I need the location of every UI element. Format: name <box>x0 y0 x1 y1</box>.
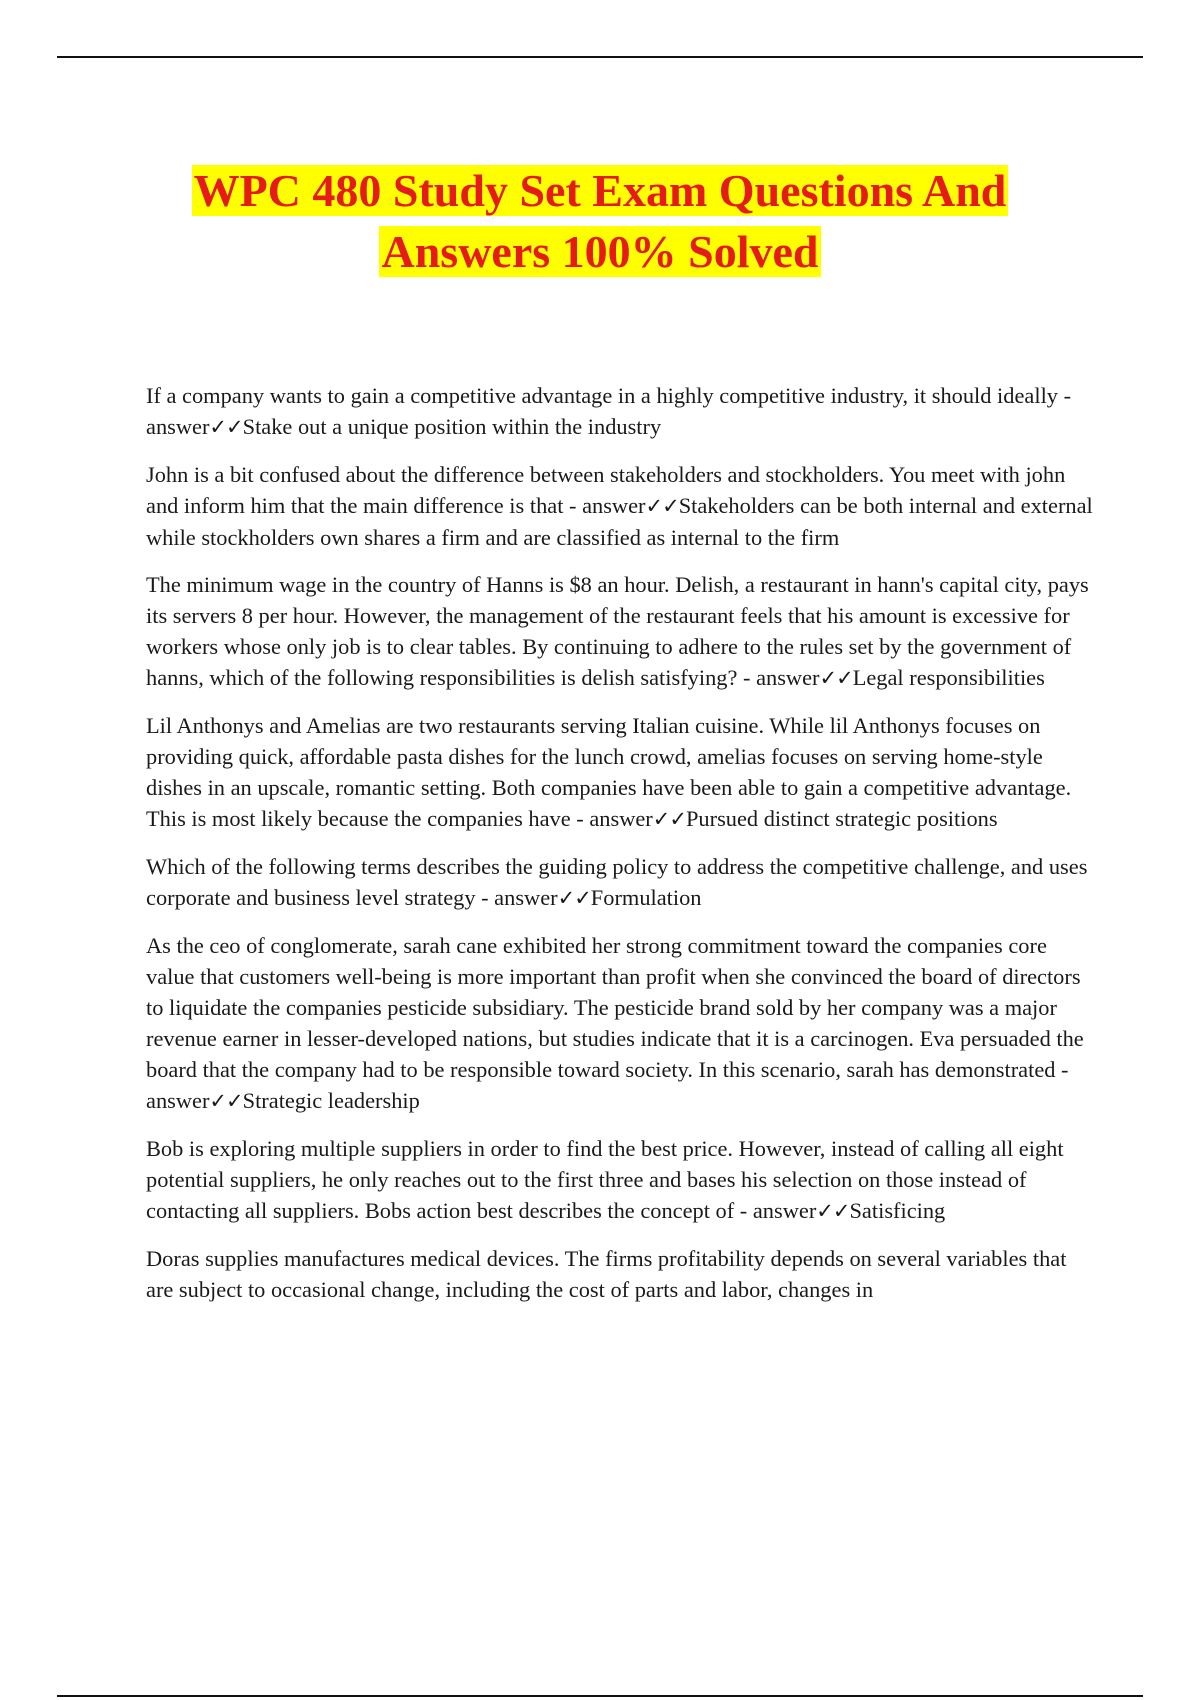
qa-item <box>146 380 1096 443</box>
question-text: John is a bit confused about the difference between stakeholders and stockholders. You meet with john and inform him that the main difference is that - answer <box>146 462 1066 518</box>
answer-text: Pursued distinct strategic positions <box>685 806 998 831</box>
double-check-icon: ✓✓ <box>819 666 853 690</box>
qa-item <box>146 1133 1096 1227</box>
double-check-icon: ✓✓ <box>557 886 591 910</box>
double-check-icon: ✓✓ <box>816 1199 850 1223</box>
double-check-icon: ✓✓ <box>209 1089 243 1113</box>
bottom-rule <box>57 1695 1143 1697</box>
question-text: Bob is exploring multiple suppliers in order to find the best price. However, instead of calling all eight potential suppliers, he only reaches out to the first three and bases his selection on those instead of contacting all suppliers. Bobs action best describes the concept of - answer <box>146 1136 1064 1223</box>
answer-text: Satisficing <box>849 1198 946 1223</box>
question-text: As the ceo of conglomerate, sarah cane exhibited her strong commitment toward the companies core value that customers well-being is more important than profit when she convinced the board of directors to liquidate the companies pesticide subsidiary. The pesticide brand sold by her company was a major revenue earner in lesser-developed nations, but studies indicate that it is a carcinogen. Eva persuaded the board that the company had to be responsible toward society. In this scenario, sarah has demonstrated - answer <box>146 933 1084 1113</box>
document-title <box>80 160 1120 282</box>
top-rule <box>57 56 1143 58</box>
title-line-1: WPC 480 Study Set Exam Questions And <box>193 165 1007 216</box>
answer-text: Stake out a unique position within the industry <box>242 414 662 439</box>
qa-item <box>146 851 1096 914</box>
question-text: If a company wants to gain a competitive advantage in a highly competitive industry, it should ideally - answer <box>146 383 1072 439</box>
answer-text: Legal responsibilities <box>852 665 1045 690</box>
double-check-icon: ✓✓ <box>645 494 679 518</box>
double-check-icon: ✓✓ <box>652 807 686 831</box>
answer-text: Formulation <box>590 885 702 910</box>
question-text: Which of the following terms describes the guiding policy to address the competitive challenge, and uses corporate and business level strategy - answer <box>146 854 1088 910</box>
qa-item <box>146 1243 1096 1305</box>
qa-item <box>146 459 1096 553</box>
question-text: The minimum wage in the country of Hanns is $8 an hour. Delish, a restaurant in hann's capital city, pays its servers 8 per hour. However, the management of the restaurant feels that his amount is excessive for workers whose only job is to clear tables. By continuing to adhere to the rules set by the government of hanns, which of the following responsibilities is delish satisfying? - answer <box>146 572 1089 690</box>
question-text: Lil Anthonys and Amelias are two restaurants serving Italian cuisine. While lil Anthonys focuses on providing quick, affordable pasta dishes for the lunch crowd, amelias focuses on serving home-style dishes in an upscale, romantic setting. Both companies have been able to gain a competitive advantage. This is most likely because the companies have - answer <box>146 713 1072 831</box>
title-block <box>80 160 1120 282</box>
qa-item <box>146 710 1096 835</box>
answer-text: Strategic leadership <box>242 1088 420 1113</box>
double-check-icon: ✓✓ <box>209 415 243 439</box>
answer-text: Stakeholders can be both internal and external while stockholders own shares a firm and are classified as internal to the firm <box>146 493 1093 550</box>
question-text: Doras supplies manufactures medical devices. The firms profitability depends on several variables that are subject to occasional change, including the cost of parts and labor, changes in <box>146 1246 1067 1302</box>
title-line-2: Answers 100% Solved <box>381 226 819 277</box>
qa-item <box>146 569 1096 694</box>
qa-item <box>146 930 1096 1117</box>
qa-list <box>146 380 1096 1321</box>
